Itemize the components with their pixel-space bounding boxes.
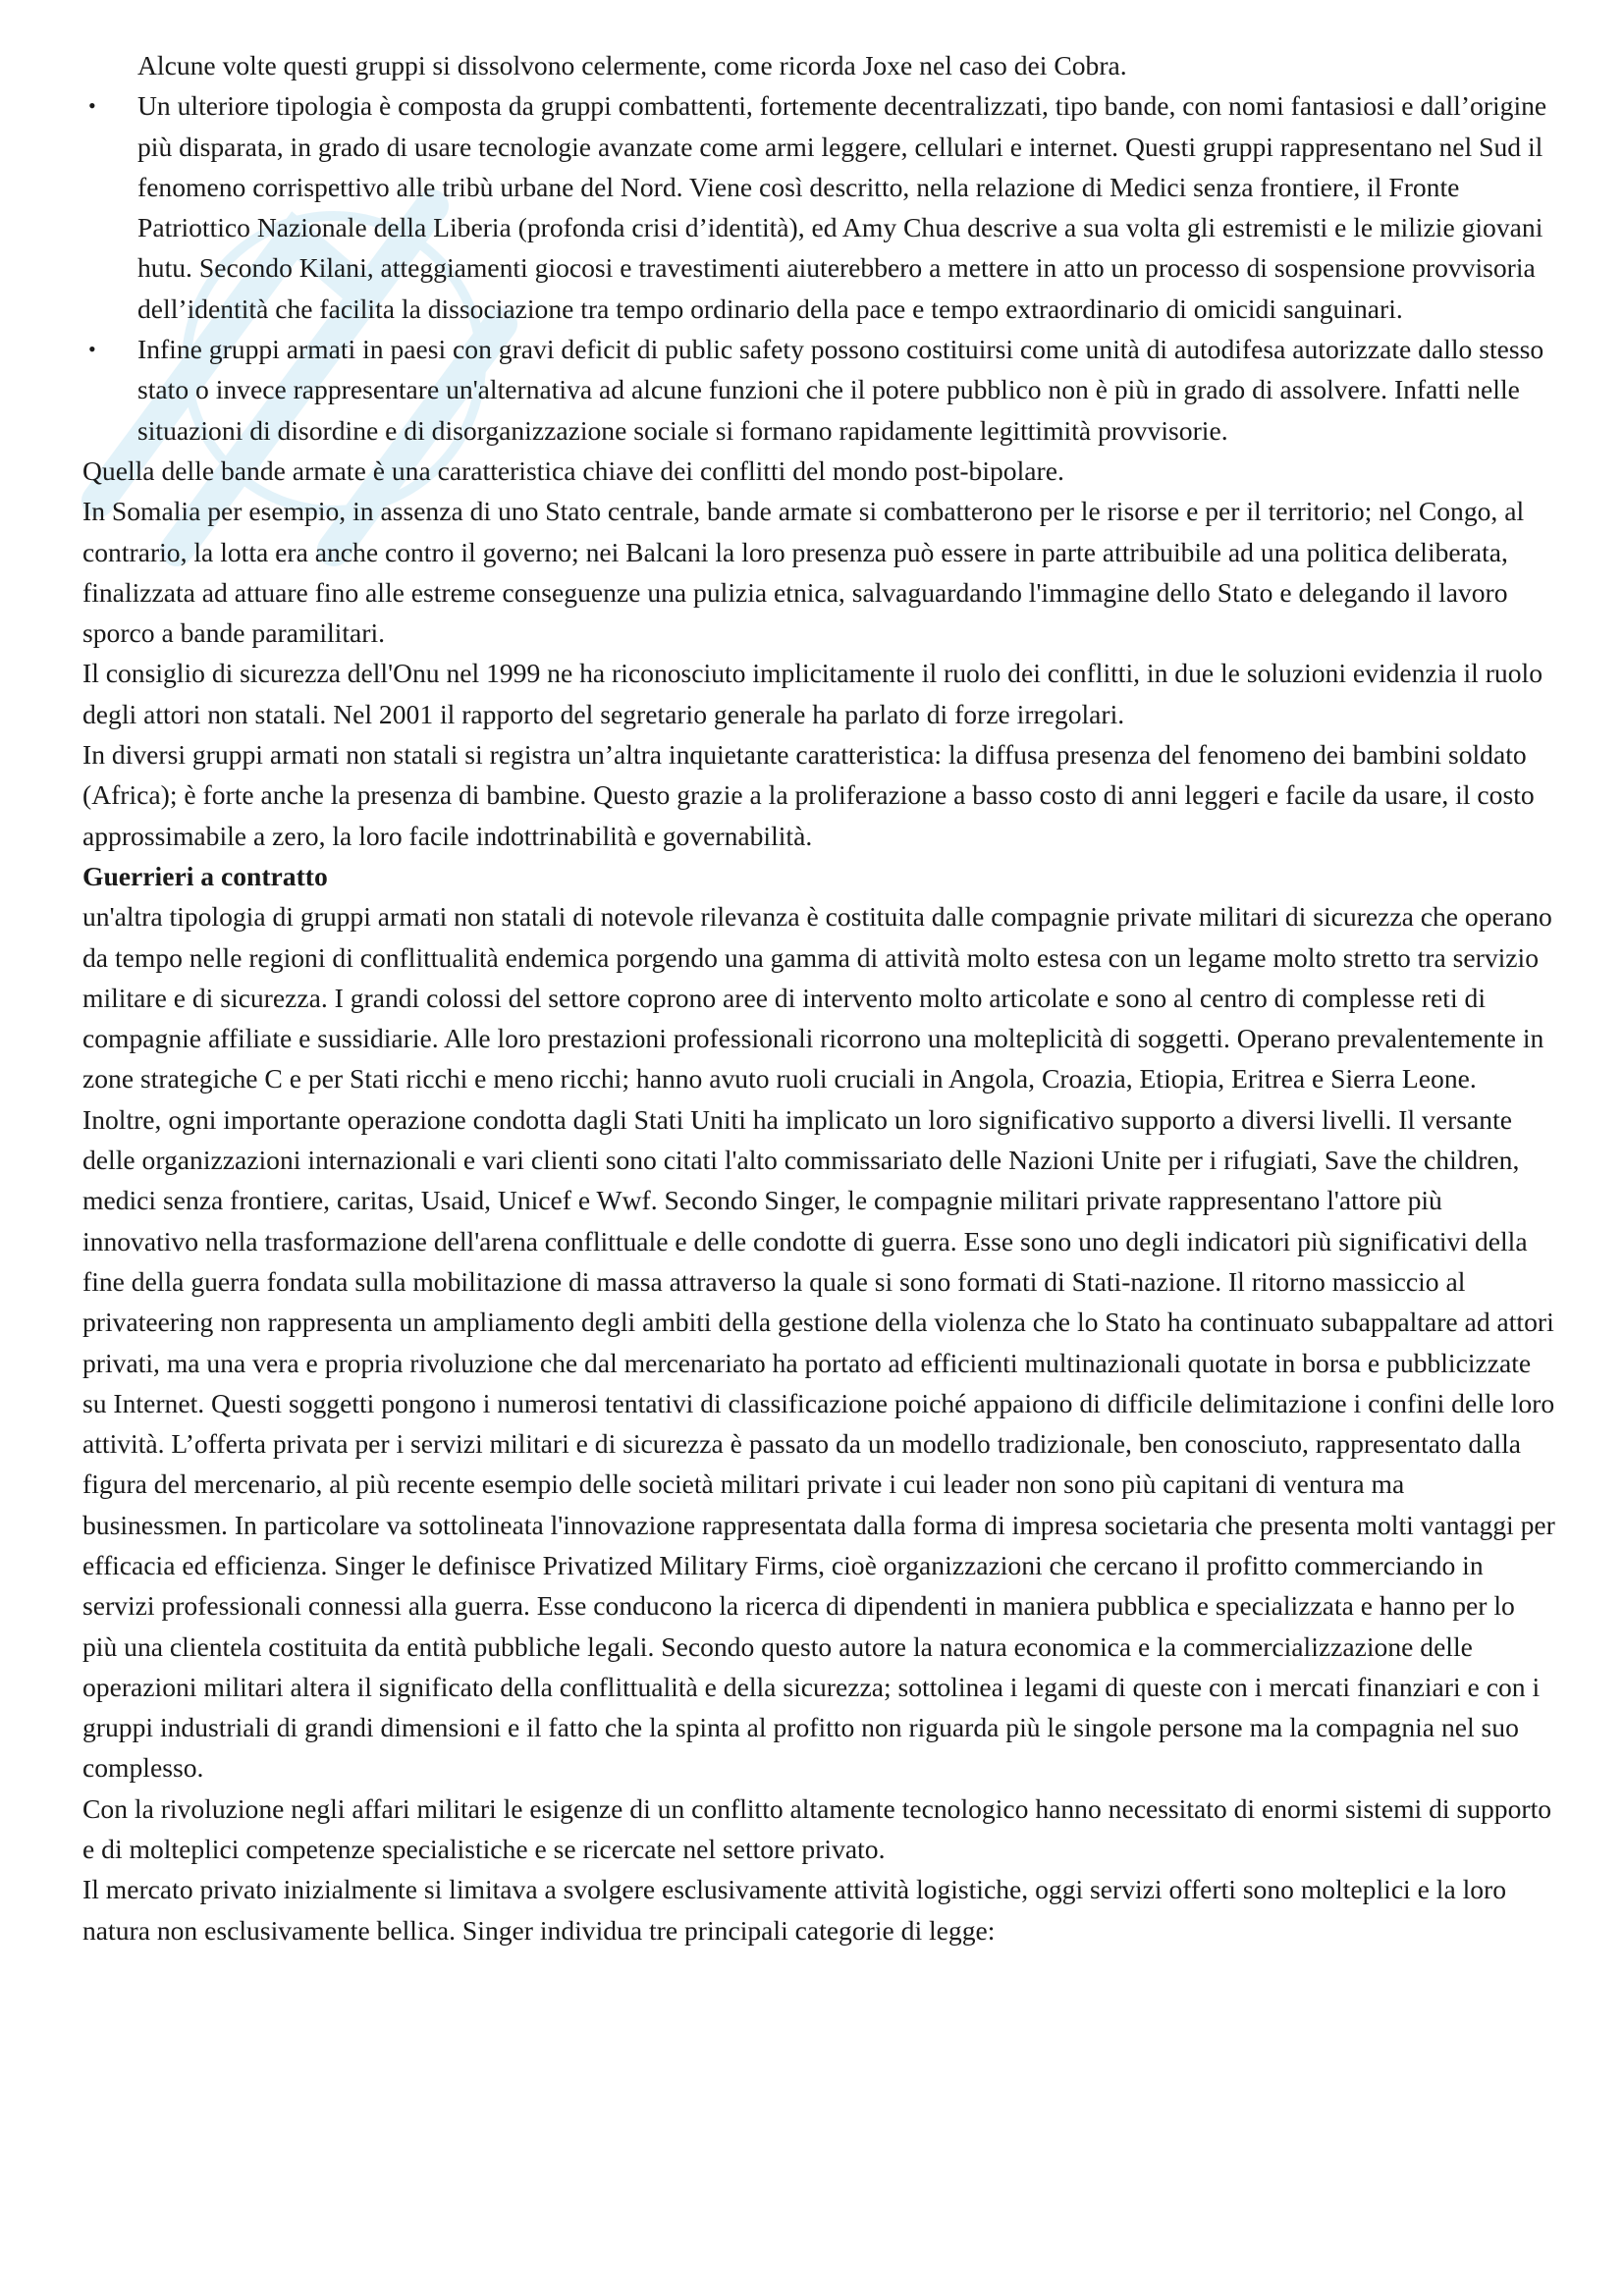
paragraph: Il consiglio di sicurezza dell'Onu nel 1999 ne ha riconosciuto implicitamente il ruolo dei conflitti, in due le soluzioni evidenzia il ruolo degli attori non statali. Nel 2001 il rapporto del segretario generale ha parlato di forze irregolari. bbox=[82, 658, 1543, 729]
paragraph: In diversi gruppi armati non statali si registra un’altra inquietante caratteristica: la diffusa presenza del fenomeno dei bambini soldato (Africa); è forte anche la presenza di bambine. Questo grazie a la proliferazione a basso costo di anni leggeri e facile da usare, il costo approssimabile a zero, la loro facile indottrinabilità e governabilità. bbox=[82, 739, 1535, 851]
list-item-text: Un ulteriore tipologia è composta da gruppi combattenti, fortemente decentralizzati, tipo bande, con nomi fantasiosi e dall’origine più disparata, in grado di usare tecnologie avanzate come armi leggere, cellulari e internet. Questi gruppi rappresentano nel Sud il fenomeno corrispettivo alle tribù urbane del Nord. Viene così descritto, nella relazione di Medici senza frontiere, il Fronte Patriottico Nazionale della Liberia (profonda crisi d’identità), ed Amy Chua descrive a sua volta gli estremisti e le milizie giovani hutu. Secondo Kilani, atteggiamenti giocosi e travestimenti aiuterebbero a mettere in atto un processo di sospensione provvisoria dell’identità che facilita la dissociazione tra tempo ordinario della pace e tempo extraordinario di omicidi sanguinari. bbox=[137, 90, 1547, 324]
section-heading: Guerrieri a contratto bbox=[82, 860, 328, 891]
list-item bbox=[82, 85, 1555, 329]
paragraph: In Somalia per esempio, in assenza di uno Stato centrale, bande armate si combatterono per le risorse e per il territorio; nel Congo, al contrario, la lotta era anche contro il governo; nei Balcani la loro presenza può essere in parte attribuibile ad una politica deliberata, finalizzata ad attuare fino alle estreme conseguenze una pulizia etnica, salvaguardando l'immagine dello Stato e delegando il lavoro sporco a bande paramilitari. bbox=[82, 496, 1525, 649]
paragraph: Con la rivoluzione negli affari militari le esigenze di un conflitto altamente tecnologico hanno necessitato di enormi sistemi di supporto e di molteplici competenze specialistiche e se ricercate nel settore privato. bbox=[82, 1792, 1552, 1865]
continuation-text: Alcune volte questi gruppi si dissolvono celermente, come ricorda Joxe nel caso dei Cobra. bbox=[137, 50, 1127, 80]
document-page bbox=[82, 45, 1555, 1950]
paragraph: un'altra tipologia di gruppi armati non statali di notevole rilevanza è costituita dalle compagnie private militari di sicurezza che operano da tempo nelle regioni di conflittualità endemica porgendo una gamma di attività molto estesa con un legame molto stretto tra servizio militare e di sicurezza. I grandi colossi del settore coprono aree di intervento molto articolate e sono al centro di complesse reti di compagnie affiliate e sussidiarie. Alle loro prestazioni professionali ricorrono una molteplicità di soggetti. Operano prevalentemente in zone strategiche C e per Stati ricchi e meno ricchi; hanno avuto ruoli cruciali in Angola, Croazia, Etiopia, Eritrea e Sierra Leone. Inoltre, ogni importante operazione condotta dagli Stati Uniti ha implicato un loro significativo supporto a diversi livelli. Il versante delle organizzazioni internazionali e vari clienti sono citati l'alto commissariato delle Nazioni Unite per i rifugiati, Save the children, medici senza frontiere, caritas, Usaid, Unicef e Wwf. Secondo Singer, le compagnie militari private rappresentano l'attore più innovativo nella trasformazione dell'arena conflittuale e delle condotte di guerra. Esse sono uno degli indicatori più significativi della fine della guerra fondata sulla mobilitazione di massa attraverso la quale si sono formati di Stati-nazione. Il ritorno massiccio al privateering non rappresenta un ampliamento degli ambiti della gestione della violenza che lo Stato ha continuato subappaltare ad attori privati, ma una vera e propria rivoluzione che dal mercenariato ha portato ad efficienti multinazionali quotate in borsa e pubblicizzate su Internet. Questi soggetti pongono i numerosi tentativi di classificazione poiché appaiono di difficile delimitazione i confini delle loro attività. L’offerta privata per i servizi militari e di sicurezza è passato da un modello tradizionale, ben conosciuto, rappresentato dalla figura del mercenario, al più recente esempio delle società militari private i cui leader non sono più capitani di ventura ma businessmen. In particolare va sottolineata l'innovazione rappresentata dalla forma di impresa societaria che presenta molti vantaggi per efficacia ed efficienza. Singer le definisce Privatized Military Firms, cioè organizzazioni che cercano il profitto commerciando in servizi professionali connessi alla guerra. Esse conducono la ricerca di dipendenti in maniera pubblica e specializzata e hanno per lo più una clientela costituita da entità pubbliche legali. Secondo questo autore la natura economica e la commercializzazione delle operazioni militari altera il significato della conflittualità e della sicurezza; sottolinea i legami di queste con i mercati finanziari e con i gruppi industriali di grandi dimensioni e il fatto che la spinta al profitto non riguarda più le singole persone ma la compagnia nel suo complesso. bbox=[82, 901, 1555, 1784]
bullet-icon: • bbox=[88, 337, 96, 362]
paragraph: Quella delle bande armate è una caratteristica chiave dei conflitti del mondo post-bipolare. bbox=[82, 454, 1064, 486]
list-item-text: Infine gruppi armati in paesi con gravi deficit di public safety possono costituirsi come unità di autodifesa autorizzate dallo stesso stato o invece rappresentare un'alternativa ad alcune funzioni che il potere pubblico non è più in grado di assolvere. Infatti nelle situazioni di disordine e di disorganizzazione sociale si formano rapidamente legittimità provvisorie. bbox=[137, 334, 1544, 446]
bullet-icon: • bbox=[88, 93, 96, 119]
paragraph: Il mercato privato inizialmente si limitava a svolgere esclusivamente attività logistiche, oggi servizi offerti sono molteplici e la loro natura non esclusivamente bellica. Singer individua tre principali categorie di legge: bbox=[82, 1874, 1507, 1946]
list-item bbox=[82, 329, 1555, 451]
bullet-list bbox=[82, 85, 1555, 451]
